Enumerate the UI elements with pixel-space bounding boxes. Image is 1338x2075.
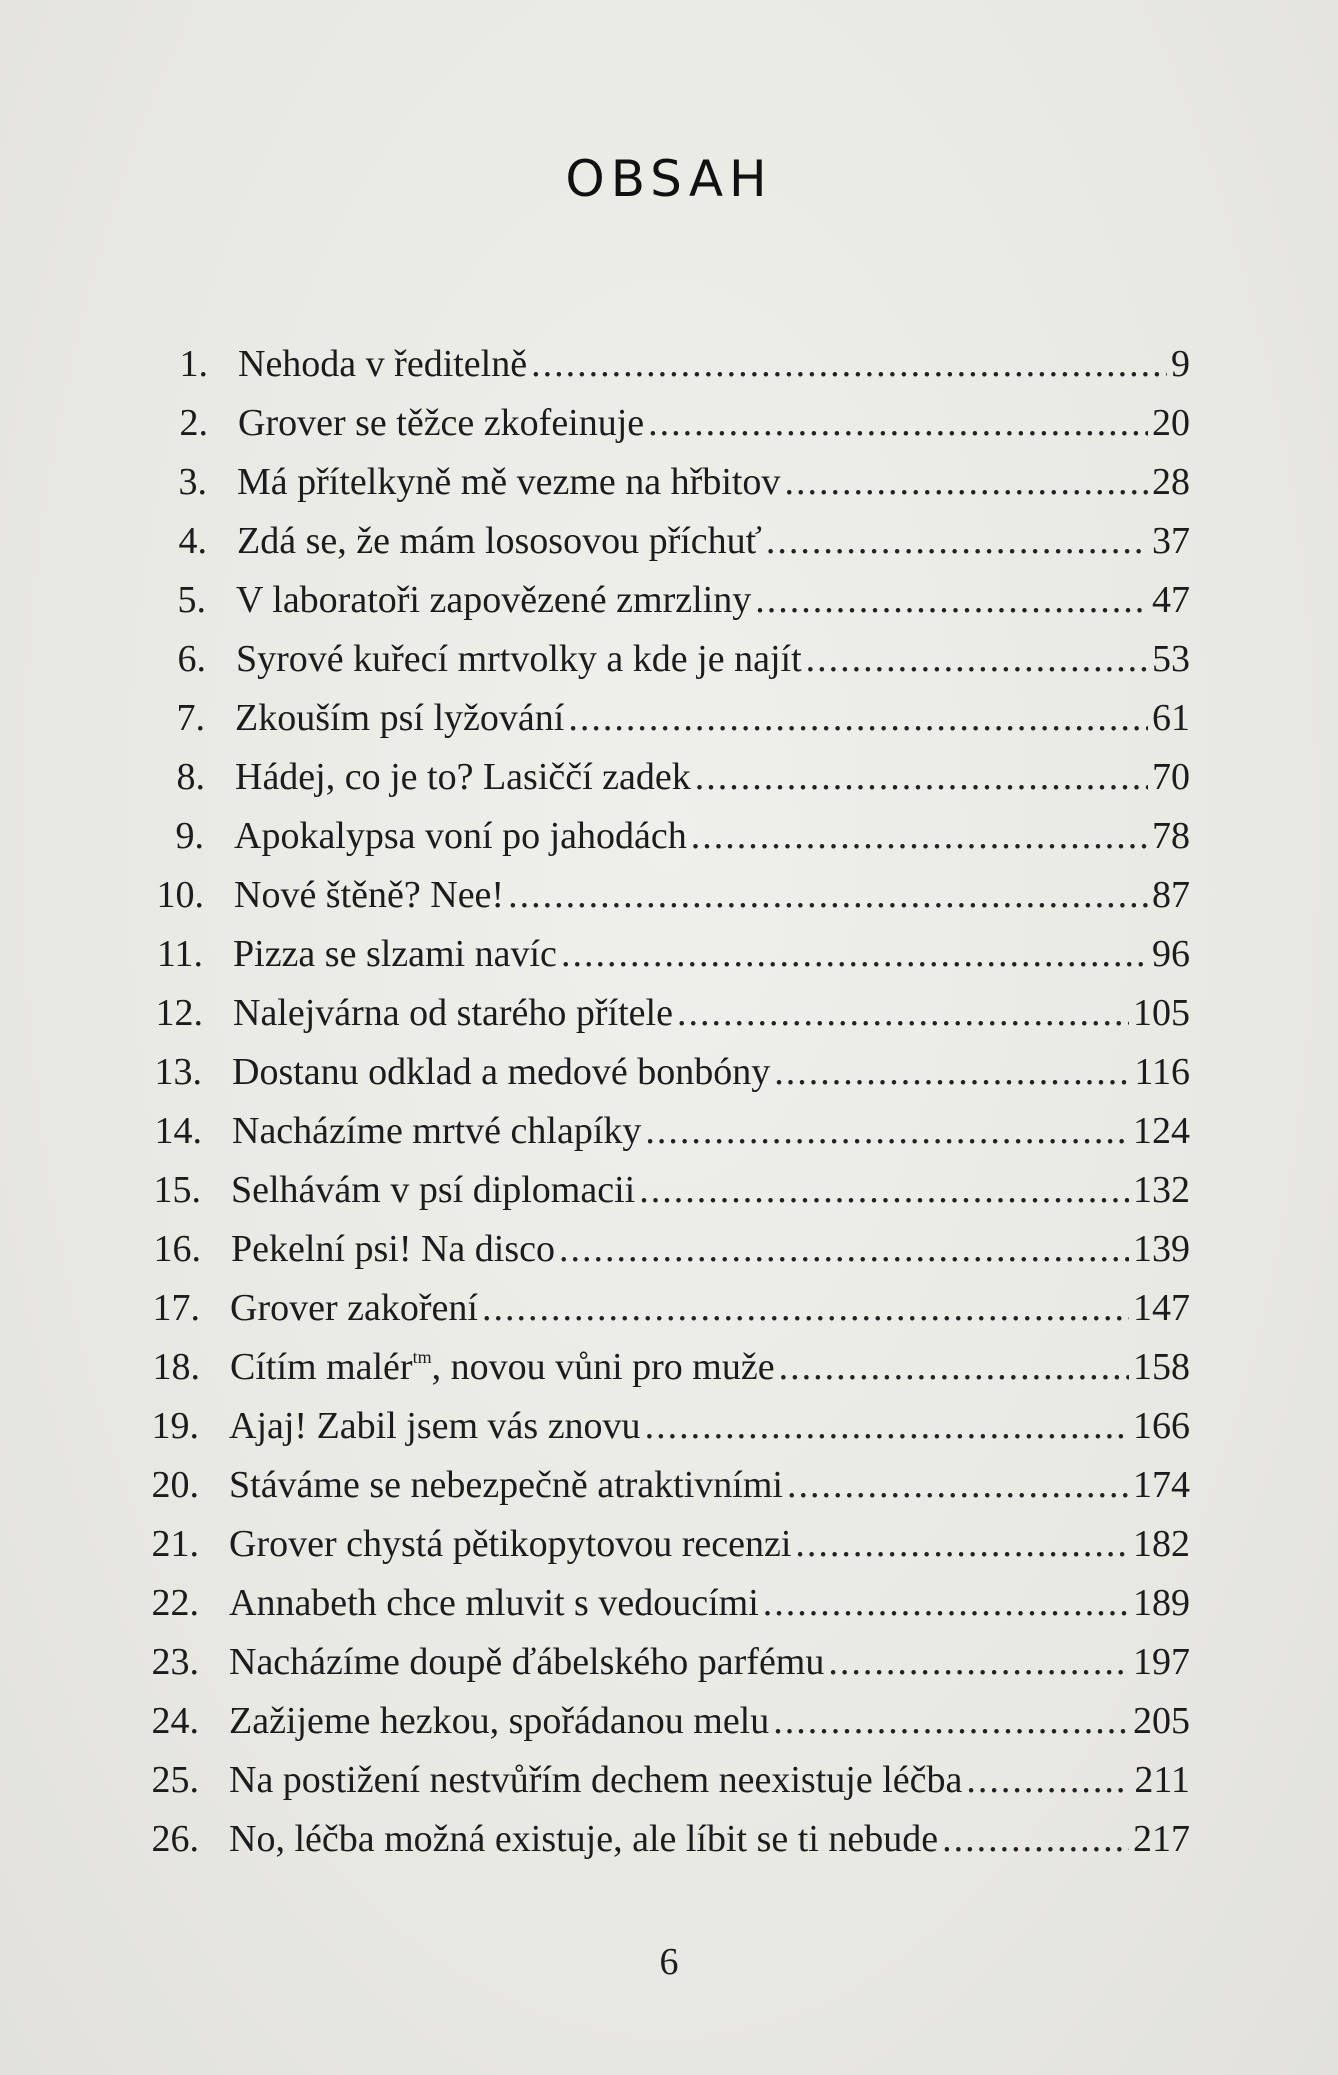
toc-entry bbox=[176, 689, 1190, 747]
toc-entry-page: 174 bbox=[1133, 1464, 1190, 1506]
toc-entry-title: Zažijeme hezkou, spořádanou melu bbox=[229, 1700, 770, 1742]
toc-entry-number: 5. bbox=[177, 579, 206, 621]
toc-entry bbox=[176, 748, 1190, 806]
toc-entry-number: 8. bbox=[176, 756, 205, 798]
toc-entry-number: 10. bbox=[156, 874, 204, 916]
toc-entry-title: V laboratoři zapovězené zmrzliny bbox=[236, 579, 752, 621]
toc-entry-page: 158 bbox=[1133, 1346, 1190, 1388]
toc-entry-title: Syrové kuřecí mrtvolky a kde je najít bbox=[236, 638, 802, 680]
dot-leader bbox=[828, 1633, 1129, 1691]
dot-leader bbox=[695, 748, 1148, 806]
toc-entry-page: 9 bbox=[1171, 343, 1190, 385]
toc-entry-page: 124 bbox=[1133, 1110, 1190, 1152]
toc-entry-title: Annabeth chce mluvit s vedoucími bbox=[229, 1582, 759, 1624]
dot-leader bbox=[773, 1692, 1129, 1750]
dot-leader bbox=[677, 984, 1129, 1042]
toc-entry-number: 11. bbox=[156, 933, 203, 975]
toc-entry-page: 37 bbox=[1152, 520, 1190, 562]
toc-entry-title: Nehoda v ředitelně bbox=[238, 343, 528, 385]
toc-entry-number: 22. bbox=[151, 1582, 199, 1624]
dot-leader bbox=[639, 1161, 1129, 1219]
dot-leader bbox=[755, 571, 1148, 629]
dot-leader bbox=[763, 1574, 1129, 1632]
toc-entry-title: Zkouším psí lyžování bbox=[235, 697, 565, 739]
toc-entry-title: Dostanu odklad a medové bonbóny bbox=[232, 1051, 771, 1093]
dot-leader bbox=[482, 1279, 1129, 1337]
toc-entry-number: 9. bbox=[175, 815, 204, 857]
toc-entry-number: 12. bbox=[155, 992, 203, 1034]
dot-leader bbox=[774, 1043, 1130, 1101]
toc-entry-number: 23. bbox=[151, 1641, 199, 1683]
toc-entry-page: 20 bbox=[1152, 402, 1190, 444]
toc-entry bbox=[177, 571, 1190, 629]
toc-entry bbox=[178, 453, 1190, 511]
toc-entry bbox=[153, 1161, 1190, 1219]
toc-entry bbox=[179, 335, 1190, 393]
toc-entry-page: 116 bbox=[1134, 1051, 1190, 1093]
dot-leader bbox=[508, 866, 1148, 924]
toc-entry-number: 13. bbox=[154, 1051, 202, 1093]
toc-entry-title: Pizza se slzami navíc bbox=[233, 933, 557, 975]
toc-entry-page: 105 bbox=[1133, 992, 1190, 1034]
toc-entry-page: 70 bbox=[1152, 756, 1190, 798]
dot-leader bbox=[531, 335, 1167, 393]
toc-entry-title: Selhávám v psí diplomacii bbox=[231, 1169, 636, 1211]
toc-entry-page: 182 bbox=[1133, 1523, 1190, 1565]
toc-entry-page: 28 bbox=[1152, 461, 1190, 503]
toc-entry-page: 53 bbox=[1152, 638, 1190, 680]
toc-entry-page: 217 bbox=[1133, 1818, 1190, 1860]
toc-entry-title: Pekelní psi! Na disco bbox=[231, 1228, 556, 1270]
toc-entry-title: Na postižení nestvůřím dechem neexistuje léčba bbox=[229, 1759, 963, 1801]
dot-leader bbox=[942, 1810, 1129, 1868]
toc-entry-page: 205 bbox=[1133, 1700, 1190, 1742]
toc-entry-page: 78 bbox=[1152, 815, 1190, 857]
toc-entry-title: Grover chystá pětikopytovou recenzi bbox=[229, 1523, 792, 1565]
toc-entry-number: 14. bbox=[154, 1110, 202, 1152]
toc-entry bbox=[154, 1102, 1190, 1160]
dot-leader bbox=[561, 925, 1148, 983]
toc-entry-title: Grover se těžce zkofeinuje bbox=[238, 402, 645, 444]
toc-entry bbox=[151, 1456, 1190, 1514]
toc-entry-number: 25. bbox=[151, 1759, 199, 1801]
toc-entry-number: 21. bbox=[151, 1523, 199, 1565]
dot-leader bbox=[806, 630, 1148, 688]
toc-entry-page: 87 bbox=[1152, 874, 1190, 916]
dot-leader bbox=[568, 689, 1148, 747]
toc-entry-page: 61 bbox=[1152, 697, 1190, 739]
toc-entry-page: 189 bbox=[1133, 1582, 1190, 1624]
toc-entry-number: 17. bbox=[152, 1287, 200, 1329]
toc-entry-number: 16. bbox=[153, 1228, 201, 1270]
toc-entry-title: Nové štěně? Nee! bbox=[234, 874, 505, 916]
toc-entry-number: 24. bbox=[151, 1700, 199, 1742]
toc-entry bbox=[151, 1692, 1190, 1750]
toc-entry bbox=[151, 1633, 1190, 1691]
toc-entry bbox=[177, 630, 1190, 688]
dot-leader bbox=[691, 807, 1148, 865]
toc-entry bbox=[156, 925, 1190, 983]
toc-entry bbox=[178, 512, 1190, 570]
toc-entry-title: Nacházíme mrtvé chlapíky bbox=[232, 1110, 642, 1152]
toc-entry-title: Zdá se, že mám lososovou příchuť bbox=[237, 520, 762, 562]
toc-entry-title: No, léčba možná existuje, ale líbit se ti nebude bbox=[229, 1818, 939, 1860]
toc-entry bbox=[156, 866, 1190, 924]
toc-entry-page: 197 bbox=[1133, 1641, 1190, 1683]
dot-leader bbox=[787, 1456, 1129, 1514]
toc-entry-title-part: , novou vůni pro muže bbox=[431, 1346, 775, 1388]
toc-entry-page: 139 bbox=[1133, 1228, 1190, 1270]
toc-entry-number: 20. bbox=[151, 1464, 199, 1506]
dot-leader bbox=[645, 1397, 1129, 1455]
page-title: OBSAH bbox=[565, 150, 773, 208]
toc-entry-number: 15. bbox=[153, 1169, 201, 1211]
toc-entry-title bbox=[230, 1338, 775, 1396]
toc-entry-number: 6. bbox=[177, 638, 206, 680]
dot-leader bbox=[645, 1102, 1129, 1160]
dot-leader bbox=[966, 1751, 1130, 1809]
toc-entry-number: 2. bbox=[179, 402, 208, 444]
toc-entry bbox=[151, 1751, 1190, 1809]
toc-entry bbox=[179, 394, 1190, 452]
toc-entry-number: 26. bbox=[151, 1818, 199, 1860]
page-number: 6 bbox=[659, 1941, 679, 1983]
toc-entry-title: Hádej, co je to? Lasiččí zadek bbox=[235, 756, 691, 798]
dot-leader bbox=[795, 1515, 1129, 1573]
toc-entry-number: 7. bbox=[176, 697, 205, 739]
toc-entry bbox=[151, 1574, 1190, 1632]
toc-entry-page: 47 bbox=[1152, 579, 1190, 621]
toc-entry bbox=[152, 1338, 1190, 1396]
toc-entry-number: 19. bbox=[151, 1405, 199, 1447]
toc-entry bbox=[153, 1220, 1190, 1278]
toc-entry-title: Nalejvárna od starého přítele bbox=[233, 992, 673, 1034]
dot-leader bbox=[559, 1220, 1129, 1278]
toc-entry-page: 96 bbox=[1152, 933, 1190, 975]
dot-leader bbox=[766, 512, 1148, 570]
trademark-superscript: tm bbox=[412, 1347, 432, 1367]
toc-entry-title: Apokalypsa voní po jahodách bbox=[234, 815, 687, 857]
toc-entry-page: 166 bbox=[1133, 1405, 1190, 1447]
toc-entry-title: Má přítelkyně mě vezme na hřbitov bbox=[237, 461, 781, 503]
dot-leader bbox=[779, 1338, 1129, 1396]
toc-entry-number: 1. bbox=[179, 343, 208, 385]
toc-entry-number: 3. bbox=[178, 461, 207, 503]
toc-entry-title: Grover zakoření bbox=[230, 1287, 478, 1329]
toc-entry-title: Nacházíme doupě ďábelského parfému bbox=[229, 1641, 825, 1683]
toc-entry bbox=[152, 1279, 1190, 1337]
dot-leader bbox=[648, 394, 1148, 452]
toc-entry bbox=[151, 1397, 1190, 1455]
toc-entry-page: 211 bbox=[1134, 1759, 1190, 1801]
toc-entry-title: Ajaj! Zabil jsem vás znovu bbox=[229, 1405, 641, 1447]
dot-leader bbox=[784, 453, 1148, 511]
toc-entry-title: Stáváme se nebezpečně atraktivními bbox=[229, 1464, 783, 1506]
toc-entry-number: 4. bbox=[178, 520, 207, 562]
toc-entry bbox=[151, 1515, 1190, 1573]
toc-entry bbox=[155, 984, 1190, 1042]
toc-entry bbox=[151, 1810, 1190, 1868]
toc-entry-number: 18. bbox=[152, 1346, 200, 1388]
toc-entry bbox=[154, 1043, 1190, 1101]
toc-entry-page: 132 bbox=[1133, 1169, 1190, 1211]
toc-entry-page: 147 bbox=[1133, 1287, 1190, 1329]
toc-entry bbox=[175, 807, 1190, 865]
toc-entry-title-part: Cítím malér bbox=[230, 1346, 413, 1388]
